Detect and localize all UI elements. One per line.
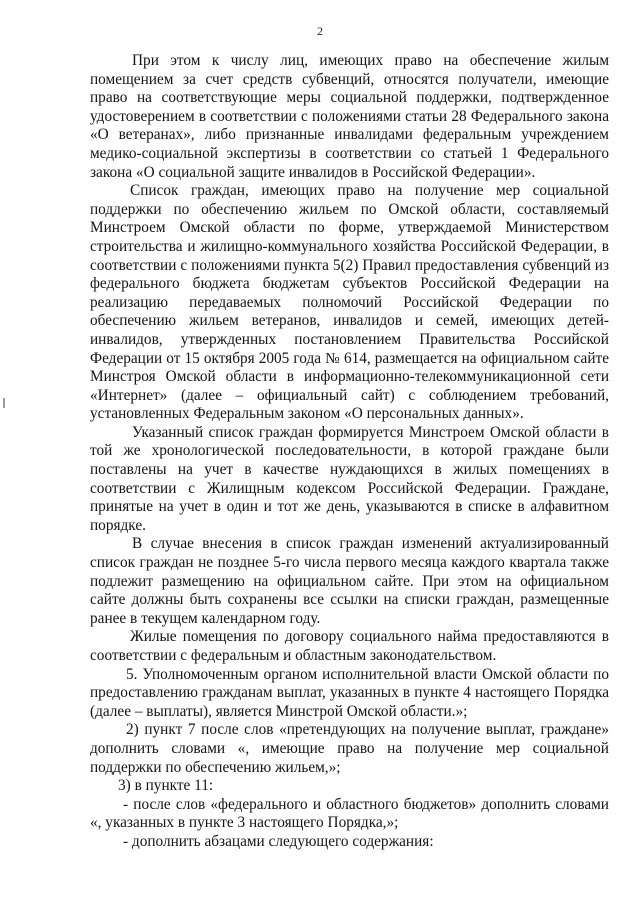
margin-mark [3, 398, 5, 408]
paragraph-list-updates: В случае внесения в список граждан изменений актуализированный список граждан не позднее 5-го числа первого месяца каждого квартала также подлежит размещению на официальном сайте. При этом на официальном сайте должны быть сохранены все ссылки на списки граждан, размещенные ранее в текущем календарном году. [90, 535, 609, 627]
paragraph-social-housing: Жилые помещения по договору социального найма предоставляются в соответствии с федеральным и областным законодательством. [90, 628, 609, 664]
paragraph-item-11: 3) в пункте 11: [118, 777, 214, 795]
paragraph-item-5: 5. Уполномоченным органом исполнительной власти Омской области по предоставлению гражданам выплат, указанных в пункте 4 настоящего Порядка (далее – выплаты), является Минстрой Омской области.»; [90, 665, 609, 720]
paragraph-dash-2: - дополнить абзацами следующего содержания: [123, 832, 434, 850]
document-body [90, 52, 609, 852]
paragraph-item-7: 2) пункт 7 после слов «претендующих на получение выплат, граждане» дополнить словами «, имеющие право на получение мер социальной поддержки по обеспечению жильем,»; [90, 721, 609, 776]
paragraph-citizens-list: Список граждан, имеющих право на получение мер социальной поддержки по обеспечению жильем по Омской области, составляемый Минстроем Омской области по форме, утверждаемой Министерством строительства и жилищно-коммунального хозяйства Российской Федерации, в соответствии с положениями пункта 5(2) Правил предоставления субвенций из федерального бюджета бюджетам субъектов Российской Федерации на реализацию передаваемых полномочий Российской Федерации по обеспечению жильем ветеранов, инвалидов и семей, имеющих детей-инвалидов, утвержденных постановлением Правительства Российской Федерации от 15 октября 2005 года № 614, размещается на официальном сайте Минстроя Омской области в информационно-телекоммуникационной сети «Интернет» (далее – официальный сайт) с соблюдением требований, установленных Федеральным законом «О персональных данных». [90, 182, 609, 423]
paragraph-veterans-eligibility: При этом к числу лиц, имеющих право на обеспечение жилым помещением за счет средств субвенций, относятся получатели, имеющие право на соответствующие меры социальной поддержки, подтвержденное удостоверением в соответствии с положениями статьи 28 Федерального закона «О ветеранах», либо признанные инвалидами федеральным учреждением медико-социальной экспертизы в соответствии со статьей 1 Федерального закона «О социальной защите инвалидов в Российской Федерации». [90, 52, 609, 181]
paragraph-list-order: Указанный список граждан формируется Минстроем Омской области в той же хронологической последовательности, в которой граждане были поставлены на учет в качестве нуждающихся в жилых помещениях в соответствии с Жилищным кодексом Российской Федерации. Граждане, принятые на учет в один и тот же день, указываются в списке в алфавитном порядке. [90, 423, 609, 534]
paragraph-dash-1: - после слов «федерального и областного бюджетов» дополнить словами «, указанных в пункте 3 настоящего Порядка,»; [90, 795, 609, 832]
page-number: 2 [317, 24, 323, 38]
